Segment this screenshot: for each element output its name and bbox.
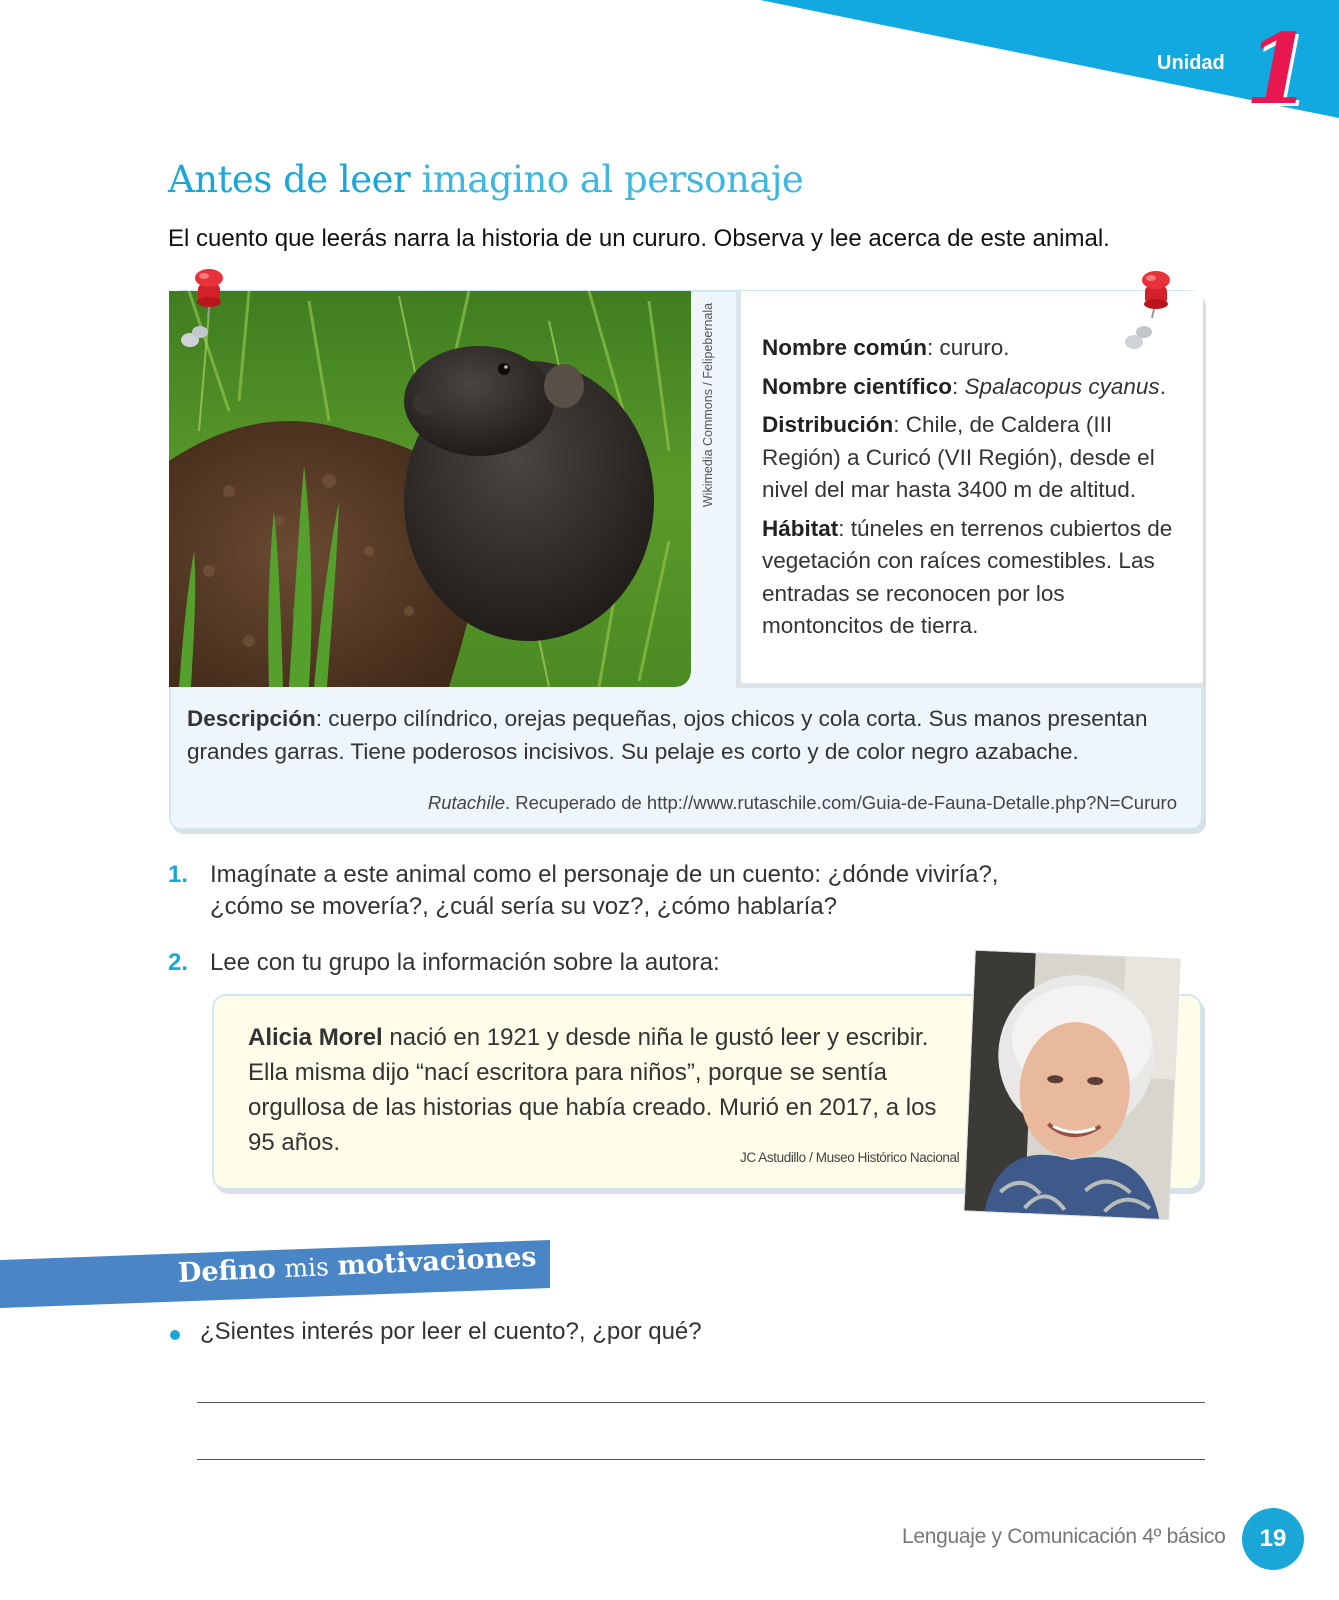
intro-text: El cuento que leerás narra la historia de un cururo. Observa y lee acerca de este animal. bbox=[168, 225, 1110, 252]
motivations-title-word1: Defino bbox=[177, 1253, 277, 1289]
author-portrait bbox=[964, 951, 1179, 1220]
answer-line[interactable] bbox=[197, 1402, 1205, 1403]
question-number: 2. bbox=[168, 949, 189, 976]
question-number: 1. bbox=[168, 861, 189, 888]
author-bio-text: nació en 1921 y desde niña le gustó leer y escribir. Ella misma dijo “nací escritora para niños”, porque se sentía orgullosa de las historias que había creado. Murió en 2017, a los 95 años. bbox=[248, 1024, 937, 1156]
pushpin-icon bbox=[1120, 270, 1180, 360]
question-text: Lee con tu grupo la información sobre la autora: bbox=[210, 949, 720, 976]
unit-number: 1 bbox=[1245, 13, 1312, 126]
scientific-name-value: Spalacopus cyanus bbox=[964, 373, 1160, 399]
distribution-value: : Chile, de Caldera (III Región) a Curicó (VII Región), desde el nivel del mar hasta 3400 m de altitud. bbox=[762, 412, 1155, 502]
photo-credit bbox=[697, 302, 719, 508]
question-text: Imagínate a este animal como el personaje de un cuento: ¿dónde viviría?, ¿cómo se movería?, ¿cuál sería su voz?, ¿cómo hablaría? bbox=[210, 861, 999, 920]
section-title-main: Antes de leer bbox=[168, 158, 411, 201]
habitat-line bbox=[762, 513, 1192, 643]
source-name: Rutachile bbox=[427, 792, 505, 813]
unit-banner bbox=[0, 0, 1339, 130]
question-1 bbox=[168, 859, 1168, 929]
cururo-photo bbox=[169, 291, 691, 687]
common-name-label: Nombre común bbox=[762, 335, 928, 360]
info-text bbox=[762, 332, 1192, 649]
bullet-icon bbox=[170, 1330, 180, 1340]
source-url: . Recuperado de http://www.rutaschile.com/Guia-de-Fauna-Detalle.php?N=Cururo bbox=[505, 792, 1177, 813]
habitat-label: Hábitat bbox=[762, 515, 839, 541]
common-name-value: : cururo. bbox=[927, 335, 1010, 360]
answer-line[interactable] bbox=[197, 1459, 1205, 1460]
motivation-question: ¿Sientes interés por leer el cuento?, ¿por qué? bbox=[200, 1318, 702, 1345]
distribution-label: Distribución bbox=[762, 412, 894, 437]
source-citation bbox=[187, 792, 1177, 814]
motivations-title-word2: mis bbox=[283, 1252, 330, 1284]
scientific-name-end: . bbox=[1159, 373, 1166, 399]
motivations-title-word3: motivaciones bbox=[336, 1241, 538, 1282]
unit-label: Unidad bbox=[1157, 52, 1225, 74]
description-text bbox=[187, 702, 1187, 768]
habitat-value: : túneles en terrenos cubiertos de vegetación con raíces comestibles. Las entradas se reconocen por los montoncitos de tierra. bbox=[762, 515, 1173, 638]
scientific-name-sep: : bbox=[952, 373, 965, 399]
description-label: Descripción bbox=[187, 706, 316, 731]
pushpin-icon bbox=[180, 268, 240, 358]
distribution-line bbox=[762, 409, 1192, 507]
author-photo-credit: JC Astudillo / Museo Histórico Nacional bbox=[740, 1150, 960, 1165]
page-number: 19 bbox=[1242, 1508, 1304, 1570]
scientific-name-line bbox=[762, 371, 1192, 404]
scientific-name-label: Nombre científico bbox=[762, 373, 953, 399]
photo-credit-text: Wikimedia Commons / Felipebernala bbox=[701, 302, 715, 508]
author-name: Alicia Morel bbox=[248, 1024, 383, 1051]
section-title-sub: imagino al personaje bbox=[421, 158, 804, 201]
section-title bbox=[168, 158, 803, 201]
book-title: Lenguaje y Comunicación 4º básico bbox=[902, 1525, 1226, 1548]
author-bio bbox=[248, 1020, 948, 1160]
description-value: : cuerpo cilíndrico, orejas pequeñas, ojos chicos y cola corta. Sus manos presentan grandes garras. Tiene poderosos incisivos. Su pelaje es corto y de color negro azabache. bbox=[187, 706, 1148, 764]
